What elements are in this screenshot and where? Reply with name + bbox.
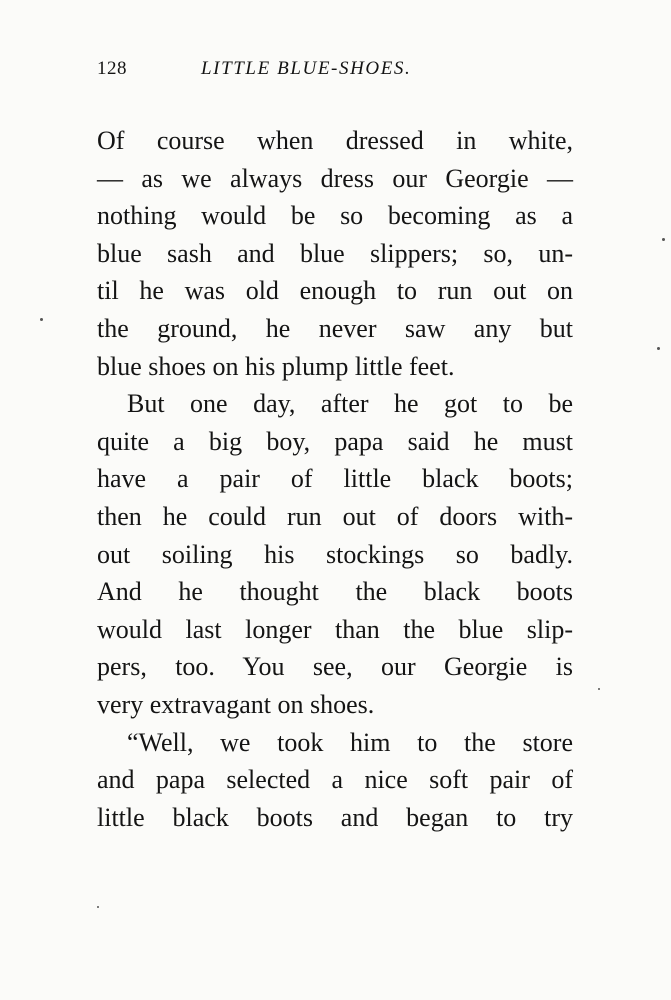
text-line: pers, too. You see, our Georgie is [97, 652, 573, 682]
page-number: 128 [97, 58, 127, 79]
paper-speck [657, 347, 660, 350]
text-line: Of course when dressed in white, [97, 126, 573, 155]
text-line: blue sash and blue slippers; so, un- [97, 238, 573, 268]
text-line: very extravagant on shoes. [97, 689, 375, 719]
running-head [97, 58, 573, 88]
text-line: out soiling his stockings so badly. [97, 539, 573, 569]
text-line: “Well, we took him to the store [127, 727, 573, 757]
text-line: And he thought the black boots [97, 577, 573, 607]
text-line: — as we always dress our Georgie — [97, 163, 573, 193]
paper-speck [97, 906, 99, 908]
body-text [97, 122, 573, 836]
text-line: But one day, after he got to be [127, 389, 573, 419]
text-line: til he was old enough to run out on [97, 276, 573, 306]
paper-speck [40, 318, 43, 321]
text-line: nothing would be so becoming as a [97, 201, 573, 231]
text-line: then he could run out of doors with- [97, 501, 573, 531]
text-line: quite a big boy, papa said he must [97, 426, 573, 456]
text-line: have a pair of little black boots; [97, 464, 573, 494]
text-line: blue shoes on his plump little feet. [97, 351, 455, 381]
text-line: little black boots and began to try [97, 802, 573, 832]
paper-speck [662, 238, 665, 241]
text-line: the ground, he never saw any but [97, 313, 573, 343]
running-title: LITTLE BLUE-SHOES. [201, 58, 412, 79]
text-line: and papa selected a nice soft pair of [97, 765, 573, 795]
text-line: would last longer than the blue slip- [97, 614, 573, 644]
paper-speck [598, 688, 600, 690]
